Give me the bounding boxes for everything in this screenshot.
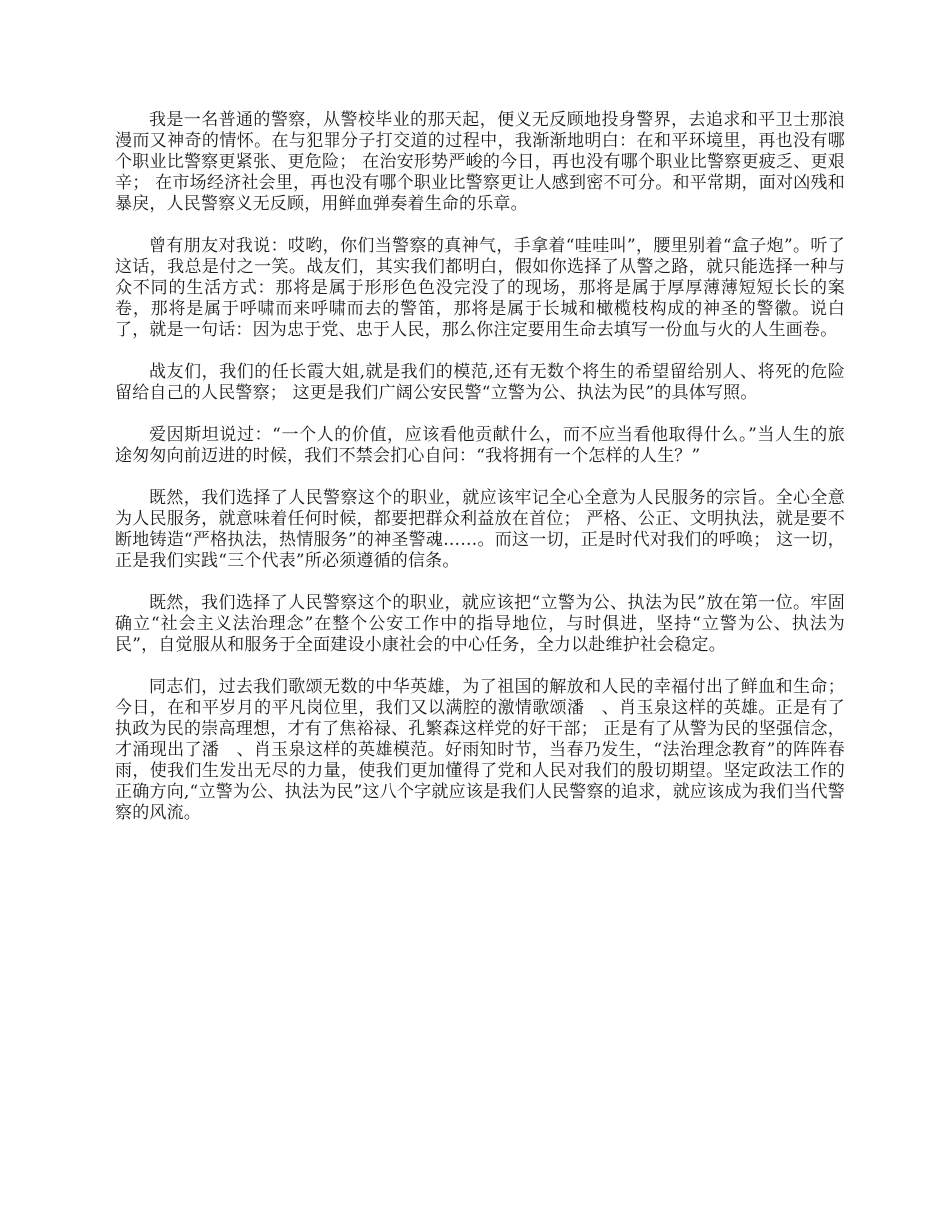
paragraph-5: 既然，我们选择了人民警察这个的职业，就应该牢记全心全意为人民服务的宗旨。全心全意为人民服务，就意味着任何时候，都要把群众利益放在首位； 严格、公正、文明执法，就是要不断地铸造“严格执法，热情服务”的神圣警魂……。而这一切，正是时代对我们的呼唤； 这一切，正是我们实践“三个代表”所必须遵循的信条。 bbox=[115, 488, 845, 571]
document-body bbox=[115, 110, 845, 845]
paragraph-6: 既然，我们选择了人民警察这个的职业，就应该把“立警为公、执法为民”放在第一位。牢固确立“社会主义法治理念”在整个公安工作中的指导地位，与时俱进，坚持“立警为公、执法为民”，自觉服从和服务于全面建设小康社会的中心任务，全力以赴维护社会稳定。 bbox=[115, 593, 845, 655]
paragraph-4: 爱因斯坦说过：“一个人的价值，应该看他贡献什么，而不应当看他取得什么。”当人生的旅途匆匆向前迈进的时候，我们不禁会扪心自问：“我将拥有一个怎样的人生？” bbox=[115, 425, 845, 466]
paragraph-2: 曾有朋友对我说：哎哟，你们当警察的真神气，手拿着“哇哇叫”，腰里别着“盒子炮”。听了这话，我总是付之一笑。战友们，其实我们都明白，假如你选择了从警之路，就只能选择一种与众不同的生活方式：那将是属于形形色色没完没了的现场，那将是属于厚厚薄薄短短长长的案卷，那将是属于呼啸而来呼啸而去的警笛，那将是属于长城和橄榄枝构成的神圣的警徽。说白了，就是一句话：因为忠于党、忠于人民，那么你注定要用生命去填写一份血与火的人生画卷。 bbox=[115, 236, 845, 340]
paragraph-1: 我是一名普通的警察，从警校毕业的那天起，便义无反顾地投身警界，去追求和平卫士那浪漫而又神奇的情怀。在与犯罪分子打交道的过程中，我渐渐地明白：在和平环境里，再也没有哪个职业比警察更紧张、更危险； 在治安形势严峻的今日，再也没有哪个职业比警察更疲乏、更艰辛； 在市场经济社会里，再也没有哪个职业比警察更让人感到密不可分。和平常期，面对凶残和暴戾，人民警察义无反顾，用鲜血弹奏着生命的乐章。 bbox=[115, 110, 845, 214]
paragraph-7: 同志们，过去我们歌颂无数的中华英雄，为了祖国的解放和人民的幸福付出了鲜血和生命； 今日，在和平岁月的平凡岗位里，我们又以满腔的激情歌颂潘 、肖玉泉这样的英雄。正是有了执政为民的崇高理想，才有了焦裕禄、孔繁森这样党的好干部； 正是有了从警为民的坚强信念，才涌现出了潘 、肖玉泉这样的英雄模范。好雨知时节，当春乃发生，“法治理念教育”的阵阵春雨，使我们生发出无尽的力量，使我们更加懂得了党和人民对我们的殷切期望。坚定政法工作的正确方向,“立警为公、执法为民”这八个字就应该是我们人民警察的追求，就应该成为我们当代警察的风流。 bbox=[115, 677, 845, 823]
paragraph-3: 战友们，我们的任长霞大姐,就是我们的模范,还有无数个将生的希望留给别人、将死的危险留给自己的人民警察； 这更是我们广阔公安民警“立警为公、执法为民”的具体写照。 bbox=[115, 362, 845, 403]
